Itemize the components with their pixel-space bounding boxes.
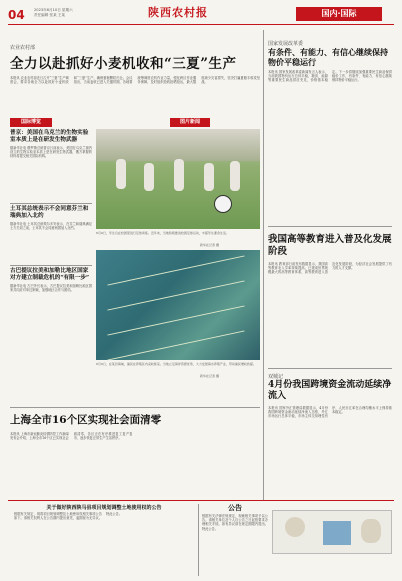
bottom-headline: 上海全市16个区实现社会面清零 — [10, 414, 162, 426]
lead-headline: 全力以赴抓好小麦机收和“三夏”生产 — [10, 56, 237, 72]
notice-rule — [8, 500, 394, 501]
divider — [268, 226, 392, 227]
side-item — [10, 130, 92, 188]
notice-right-title: 公告 — [228, 503, 242, 512]
photo-building — [96, 129, 260, 161]
photo-news-tag: 图片新闻 — [170, 118, 210, 127]
photo-line — [107, 305, 244, 335]
student-figure — [174, 159, 184, 191]
cartoon-object — [323, 521, 351, 545]
right-headline: 我国高等教育进入普及化发展阶段 — [268, 234, 392, 257]
student-figure — [204, 163, 214, 191]
student-figure — [144, 163, 154, 191]
right-kicker: 双城记 — [268, 374, 284, 380]
side-item — [10, 206, 92, 256]
bottom-body: 本报讯 上海市新冠肺炎疫情防控工作新闻发布会介绍，上海全市16个区已实现社会面清零，各区正在有序推进复工复产复市，逐步恢复正常生产生活秩序。 — [10, 432, 133, 441]
cartoon-figure — [285, 517, 305, 537]
divider — [10, 407, 260, 408]
football-photo — [96, 129, 260, 229]
photo-line — [107, 255, 244, 285]
notice-left-title: 关于做好陕西陕马县项目规划调整土地使用权的公告 — [46, 505, 162, 511]
header-rule — [8, 24, 394, 25]
photo-line — [107, 330, 244, 360]
notice-left-body: 根据有关规定，现将项目规划调整及土地使用权相关事项公告如下。请相关权利人在公告期内提出意见，逾期视为无异议。特此公告。 — [14, 512, 122, 521]
divider — [10, 203, 92, 204]
right-headline: 4月份我国跨境资金流动延续净流入 — [268, 380, 392, 401]
seaweed-farm-photo — [96, 250, 260, 360]
header-date: 2023年6月10日 星期六 — [34, 8, 73, 12]
side-item-body: 据新华社电 俄罗斯总统普京日前表示，美国在乌克兰境内设立的生物实验室本质上是在研发生物武器，俄方掌握的材料将提交相关国际机构。 — [10, 146, 92, 159]
photo-credit: 新华社记者 摄 — [200, 374, 219, 378]
page-number: 04 — [8, 8, 25, 22]
column-divider — [198, 504, 199, 576]
student-figure — [116, 159, 126, 189]
sidebar-tag: 国际博览 — [10, 118, 52, 127]
right-body: 本报讯 教育部日前发布数据显示，我国高等教育毛入学率持续提高，已建成世界规模最大的高等教育体系，高等教育进入普及化发展阶段，为经济社会发展提供了有力的人才支撑。 — [268, 262, 392, 275]
notice-right-body: 根据有关法律法规规定，现就相关事项予以公告。请相关单位及个人自公告之日起按要求办理相关手续，如有异议请在规定期限内提出。特此公告。 — [202, 514, 268, 531]
cartoon-figure — [361, 519, 381, 543]
right-body: 本报讯 国家外汇管理局数据显示，4月份我国跨境资金流动延续净流入态势，外汇市场运行总体平稳，市场主体交易理性有序，人民币汇率在合理均衡水平上保持基本稳定。 — [268, 406, 392, 419]
header-meta — [34, 8, 73, 18]
divider — [268, 368, 392, 369]
right-headline: 有条件、有能力、有信心继续保持物价平稳运行 — [268, 47, 388, 67]
photo-line — [107, 280, 244, 310]
photo-caption: 6月9日，学生们在校园里进行足球训练。近年来，当地积极推进校园足球运动，丰富学生课余生活。 — [96, 231, 229, 235]
right-kicker: 国家发展改革委 — [268, 41, 304, 47]
section-label: 国内·国际 — [296, 7, 382, 21]
side-item-headline: 普京：美国在乌克兰的生物实验室本质上是在研发生物武器 — [10, 130, 89, 143]
right-body: 本报讯 国家发展改革委新闻发言人表示，当前我国物价运行总体平稳，粮食、能源等重要民生商品供应充足，价格基本稳定。下一步将继续加强重要民生商品保供稳价工作，有条件、有能力、有信心继续保持物价平稳运行。 — [268, 70, 392, 83]
student-figure — [230, 161, 240, 191]
cartoon-illustration — [272, 510, 392, 554]
side-item — [10, 268, 92, 332]
side-item-headline: 古巴提议拉美和加勒比地区国家对方建立制裁危机的“有限一步” — [10, 268, 90, 281]
side-item-body: 据新华社电 古巴外长表示，古巴提议拉美和加勒比地区国家共同应对单边制裁，加强地区合作与团结。 — [10, 284, 92, 293]
masthead-logo: 陕西农村报 — [148, 6, 208, 19]
side-item-body: 据新华社电 土耳其总统埃尔多安表示，在芬兰和瑞典满足土方关切之前，土耳其不会同意两国加入北约。 — [10, 222, 92, 231]
lead-kicker: 农业农村部 — [10, 45, 36, 51]
header-editor: 责任编辑 张某 王某 — [34, 13, 66, 17]
divider — [10, 265, 92, 266]
column-divider — [263, 30, 264, 500]
side-item-headline: 土耳其总统表示不会同意芬兰和瑞典加入北约 — [10, 206, 89, 219]
lead-body: 本报讯 农业农村部近日召开“三夏”生产调度会，要求各地全力以赴抓好小麦机收和“三夏”生产，确保夏粮颗粒归仓。会议指出，当前麦收已进入关键时期，各地要统筹调度农机作业力量，强化跨区作业服务保障，及时组织抢收抢晒抢运，最大限度减少灾害损失，坚决打赢夏粮丰收攻坚战。 — [10, 76, 260, 85]
football-icon — [214, 195, 232, 213]
photo-credit: 新华社记者 摄 — [200, 243, 219, 247]
photo-caption: 6月9日，在某县海域，渔民在养殖区内采收紫菜。当地立足海洋资源优势，大力发展海水养殖产业，带动渔民增收致富。 — [96, 362, 256, 366]
